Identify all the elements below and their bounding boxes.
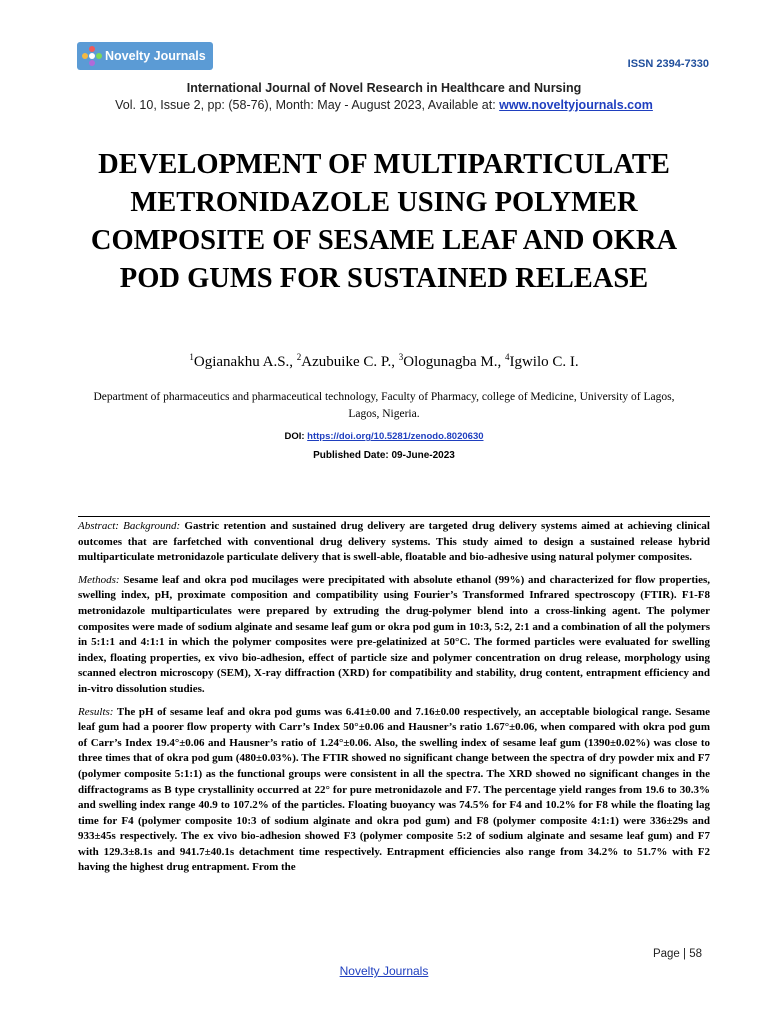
author-name: Ogianakhu A.S., [193, 354, 297, 370]
website-link[interactable]: www.noveltyjournals.com [499, 98, 653, 112]
author-affil-mark: 3 [398, 352, 404, 362]
journal-name: International Journal of Novel Research in Healthcare and Nursing [186, 81, 582, 95]
author-affil-mark: 1 [189, 352, 194, 362]
background-text: Gastric retention and sustained drug delivery are targeted drug delivery systems aimed at achieving clinical outcomes that are farfetched with conventional drug delivery systems. This study aimed to design a sustained release hybrid multiparticulate metronidazole particulate delivery that is swell-able, floatable and bio-adhesive using natural polymer composites. [78, 520, 710, 564]
issn-number: ISSN 2394-7330 [627, 58, 709, 70]
author-name: Igwilo C. I. [509, 354, 579, 370]
abstract [78, 519, 710, 883]
methods-text: Sesame leaf and okra pod mucilages were precipitated with absolute ethanol (99%) and characterized for flow properties, swelling index, pH, proximate composition and compatibility using Fourier’s Transformed Infrared spectroscopy (FTIR). F1-F8 metronidazole multiparticulates were prepared by extruding the drug-polymer blend into a cross-linking agent. The polymer composites were made of sodium alginate and sesame leaf gum or okra pod gum in 10:3, 5:2, 2:1 and a combination of all the polymers in 5:1:1 and 4:1:1 in which the polymer composites were pre-gelatinized at 50°C. The formed particles were evaluated for swelling index, floating properties, ex vivo bio-adhesion, effect of particle size and polymer concentration on drug release, morphology using scanned electron microscopy (SEM), X-ray diffraction (XRD) for compatibility and stability, drug content, entrapment efficiency and in-vitro dissolution studies. [78, 573, 710, 695]
volume-info: Vol. 10, Issue 2, pp: (58-76), Month: May - August 2023, Available at: [115, 98, 500, 112]
background-label: Abstract: Background: [78, 520, 181, 532]
logo-text: Novelty Journals [105, 49, 206, 63]
authors-line [0, 352, 768, 371]
doi-line [0, 431, 768, 442]
volume-line [0, 98, 768, 112]
author-affil-mark: 4 [504, 352, 510, 362]
results-text: The pH of sesame leaf and okra pod gums was 6.41±0.00 and 7.16±0.00 respectively, an acceptable biological range. Sesame leaf gum had a poorer flow property with Carr’s Index 50°±0.06 and Hausner’s ratio 1.67°±0.06, when compared with okra pod gum of Carr’s Index 19.4°±0.06 and Hausner’s ratio of 1.24°±0.06. Also, the swelling index of sesame leaf gum (1390±0.02%) was close to three times that of okra pod gum (480±0.03%). The FTIR showed no significant change between the spectra of dry powder mix and F7 (polymer composite 5:1:1) as the functional groups were consistent in all the spectra. The XRD showed no significant changes in the diffractograms as B type crystallinity occurred at 22° for pure metronidazole and F7. The percentage yield ranges from 19.6 to 30.3% and swelling index range 40.9 to 107.2% of the particles. Floating buoyancy was 74.5% for F4 and 10.2% for F8 while the floating lag time for F4 (polymer composite 10:3 of sodium alginate and okra pod gum) and F8 (polymer composite 4:1:1) were 336±29s and 933±45s respectively. The ex vivo bio-adhesion showed F3 (polymer composite 5:2 of sodium alginate and sesame leaf gum) and F7 with 129.3±8.1s and 941.7±40.1s detachment time respectively. Entrapment efficiencies also range from 34.2% to 51.7% with F2 having the highest drug entrapment. From the [78, 705, 710, 874]
doi-link[interactable]: https://doi.org/10.5281/zenodo.8020630 [307, 431, 484, 442]
abstract-methods [78, 573, 710, 698]
novelty-journals-logo[interactable] [77, 42, 213, 70]
methods-label: Methods: [78, 573, 120, 586]
doi-label: DOI: [284, 431, 308, 442]
page-number: Page | 58 [652, 948, 702, 960]
affiliation: Department of pharmaceutics and pharmaceutical technology, Faculty of Pharmacy, college of Medicine, University of Lagos, Lagos, Nigeria. [93, 391, 675, 420]
results-label: Results: [78, 705, 114, 718]
abstract-results [78, 705, 710, 877]
author-affil-mark: 2 [296, 352, 302, 362]
publisher-link[interactable]: Novelty Journals [339, 964, 429, 978]
published-date: Published Date: 09-June-2023 [313, 450, 455, 461]
paper-title: DEVELOPMENT OF MULTIPARTICULATE METRONIDAZOLE USING POLYMER COMPOSITE OF SESAME LEAF AND OKRA POD GUMS FOR SUSTAINED RELEASE [90, 149, 678, 294]
logo-dots-icon [81, 45, 103, 67]
abstract-background [78, 519, 710, 566]
author-name: Azubuike C. P., [301, 354, 399, 370]
section-divider [78, 516, 710, 517]
author-name: Ologunagba M., [403, 354, 505, 370]
